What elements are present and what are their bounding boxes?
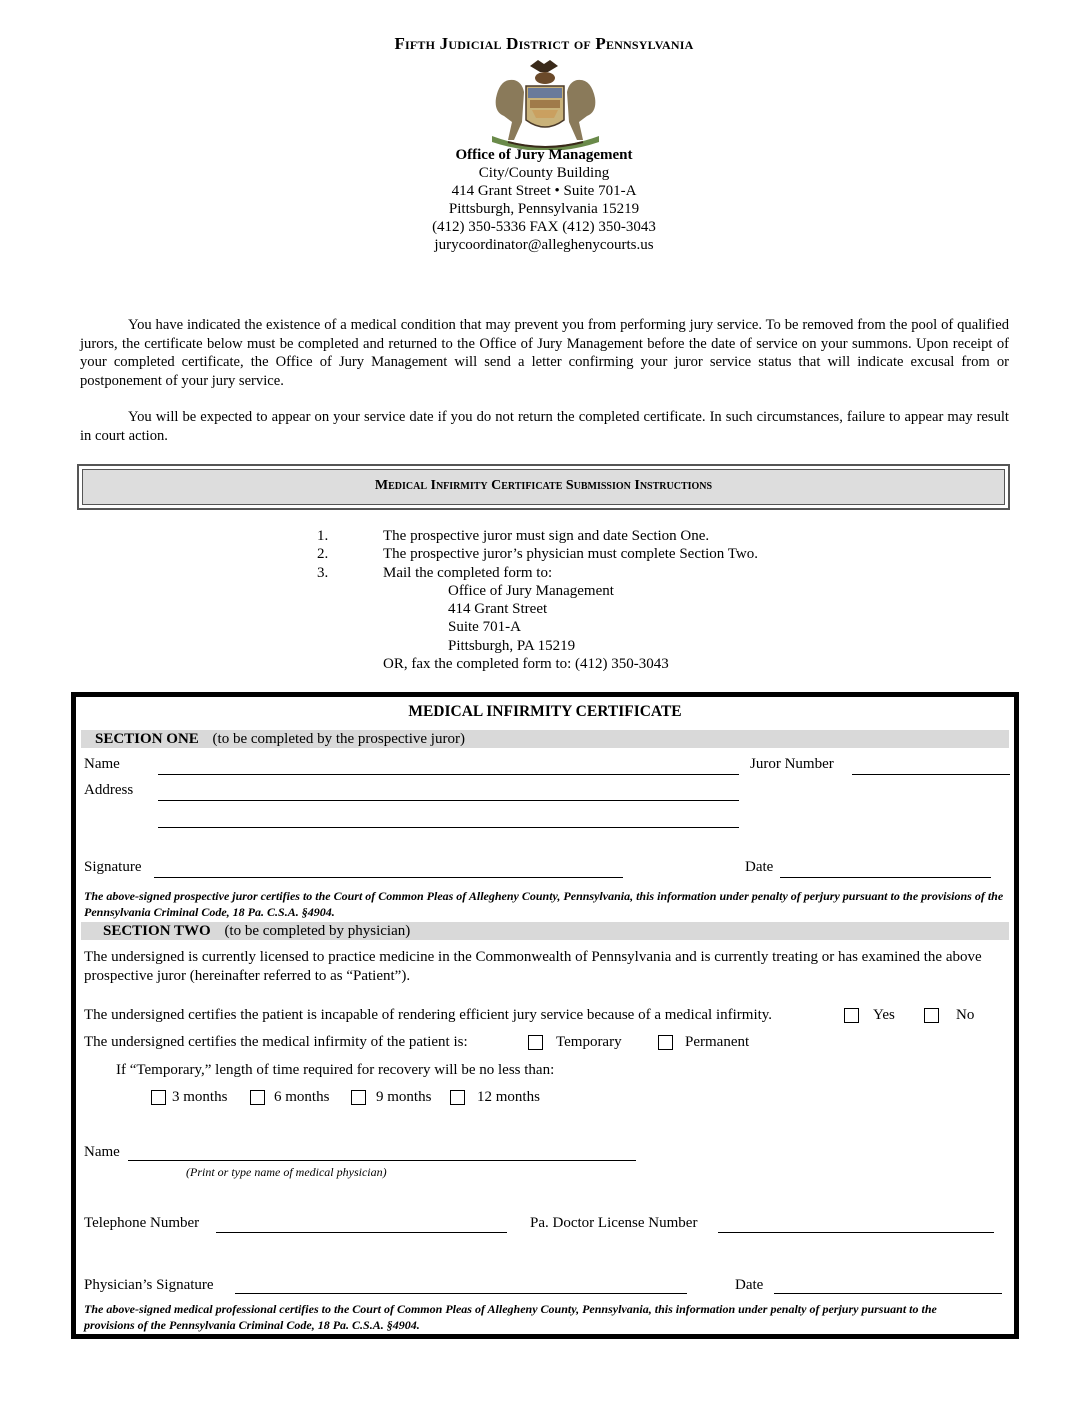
section-one-label: SECTION ONE bbox=[95, 731, 199, 747]
incapable-statement: The undersigned certifies the patient is incapable of rendering efficient jury service because of a medical infirmity. bbox=[84, 1007, 773, 1023]
address-line: 414 Grant Street • Suite 701-A bbox=[451, 183, 637, 199]
date-label: Date bbox=[745, 859, 774, 875]
physician-signature-field[interactable] bbox=[235, 1293, 687, 1294]
physician-name-hint: (Print or type name of medical physician) bbox=[186, 1165, 387, 1179]
physician-date-label: Date bbox=[735, 1277, 764, 1293]
address-line: Pittsburgh, Pennsylvania 15219 bbox=[448, 201, 640, 217]
phone-fax-line: (412) 350-5336 FAX (412) 350-3043 bbox=[432, 219, 656, 235]
address-field-line-1[interactable] bbox=[158, 800, 739, 801]
yes-checkbox[interactable] bbox=[844, 1008, 859, 1023]
physician-name-label: Name bbox=[84, 1144, 120, 1160]
physician-attestation: The above-signed medical professional certifies to the Court of Common Pleas of Allegheny County, Pennsylvania, this information under penalty of perjury pursuant to the provisions of the Pennsylvania Criminal Code, 18 Pa. C.S.A. §4904. bbox=[84, 1302, 937, 1332]
fax-line: OR, fax the completed form to: (412) 350-3043 bbox=[383, 656, 669, 672]
duration-9-months-checkbox[interactable] bbox=[351, 1090, 366, 1105]
mail-line: 414 Grant Street bbox=[448, 601, 548, 617]
license-number-field[interactable] bbox=[718, 1232, 994, 1233]
duration-label: 9 months bbox=[376, 1089, 432, 1105]
telephone-field[interactable] bbox=[216, 1232, 507, 1233]
certificate-title: MEDICAL INFIRMITY CERTIFICATE bbox=[408, 703, 682, 720]
list-number: 1. bbox=[317, 528, 329, 544]
telephone-label: Telephone Number bbox=[84, 1215, 200, 1231]
duration-6-months-checkbox[interactable] bbox=[250, 1090, 265, 1105]
permanent-label: Permanent bbox=[685, 1034, 750, 1050]
no-label: No bbox=[956, 1007, 975, 1023]
intro-paragraph-2: You will be expected to appear on your service date if you do not return the completed certificate. In such circumstances, failure to appear may result in court action. bbox=[80, 409, 1009, 444]
duration-12-months-checkbox[interactable] bbox=[450, 1090, 465, 1105]
duration-3-months-checkbox[interactable] bbox=[151, 1090, 166, 1105]
license-number-label: Pa. Doctor License Number bbox=[530, 1215, 698, 1231]
list-item bbox=[317, 564, 817, 584]
section-one-note: (to be completed by the prospective juror) bbox=[212, 731, 465, 747]
permanent-checkbox[interactable] bbox=[658, 1035, 673, 1050]
address-field-line-2[interactable] bbox=[158, 827, 739, 828]
mail-line: Suite 701-A bbox=[448, 619, 521, 635]
list-text: The prospective juror must sign and date Section One. bbox=[383, 528, 710, 544]
list-text: Mail the completed form to: bbox=[383, 565, 553, 581]
email-line: jurycoordinator@alleghenycourts.us bbox=[434, 237, 654, 253]
temporary-label: Temporary bbox=[556, 1034, 622, 1050]
duration-label: 12 months bbox=[477, 1089, 540, 1105]
temporary-checkbox[interactable] bbox=[528, 1035, 543, 1050]
yes-label: Yes bbox=[873, 1007, 895, 1023]
juror-number-field[interactable] bbox=[852, 774, 1010, 775]
pennsylvania-coat-of-arms-icon bbox=[478, 58, 613, 150]
signature-label: Signature bbox=[84, 859, 142, 875]
duration-label: 6 months bbox=[274, 1089, 330, 1105]
list-item bbox=[317, 545, 817, 565]
medical-infirmity-certificate bbox=[71, 692, 1019, 1339]
duration-label: 3 months bbox=[172, 1089, 228, 1105]
district-title: Fifth Judicial District of Pennsylvania bbox=[394, 34, 694, 53]
list-number: 3. bbox=[317, 565, 329, 581]
list-text: The prospective juror’s physician must complete Section Two. bbox=[383, 546, 758, 562]
mail-line: Office of Jury Management bbox=[448, 583, 614, 599]
name-field[interactable] bbox=[158, 774, 739, 775]
juror-attestation: The above-signed prospective juror certifies to the Court of Common Pleas of Allegheny County, Pennsylvania, this information under penalty of perjury pursuant to the provisions of the Pennsylvania Criminal Code, 18 Pa. C.S.A. §4904. bbox=[84, 889, 1004, 919]
section-two-label: SECTION TWO bbox=[103, 923, 211, 939]
list-item bbox=[317, 527, 817, 547]
address-label: Address bbox=[84, 782, 134, 798]
mail-line: Pittsburgh, PA 15219 bbox=[448, 638, 576, 654]
instructions-heading: Medical Infirmity Certificate Submission Instructions bbox=[374, 478, 713, 493]
section-one-header bbox=[81, 730, 1009, 748]
name-label: Name bbox=[84, 756, 120, 772]
intro-paragraph-1: You have indicated the existence of a medical condition that may prevent you from performing jury service. To be removed from the pool of qualified jurors, the certificate below must be completed and returned to the Office of Jury Management before the date of service on your summons. Upon receipt of your completed certificate, the Office of Jury Management will send a letter confirming your juror service status that will indicate excusal from or postponement of your jury service. bbox=[80, 317, 1009, 389]
juror-number-label: Juror Number bbox=[750, 756, 834, 772]
licensed-statement: The undersigned is currently licensed to practice medicine in the Commonwealth of Pennsylvania and is currently treating or has examined the above prospective juror (hereinafter referred to as “Patient”). bbox=[84, 949, 982, 984]
signature-field[interactable] bbox=[154, 877, 623, 878]
instructions-heading-box bbox=[77, 464, 1010, 510]
no-checkbox[interactable] bbox=[924, 1008, 939, 1023]
physician-name-field[interactable] bbox=[128, 1160, 636, 1161]
office-name: Office of Jury Management bbox=[455, 147, 633, 163]
list-number: 2. bbox=[317, 546, 329, 562]
recovery-statement: If “Temporary,” length of time required for recovery will be no less than: bbox=[116, 1062, 555, 1078]
section-two-header bbox=[81, 922, 1009, 940]
infirmity-type-statement: The undersigned certifies the medical infirmity of the patient is: bbox=[84, 1034, 468, 1050]
physician-signature-label: Physician’s Signature bbox=[84, 1277, 214, 1293]
date-field[interactable] bbox=[780, 877, 991, 878]
section-two-note: (to be completed by physician) bbox=[224, 923, 411, 939]
physician-date-field[interactable] bbox=[774, 1293, 1002, 1294]
address-line: City/County Building bbox=[478, 165, 610, 181]
